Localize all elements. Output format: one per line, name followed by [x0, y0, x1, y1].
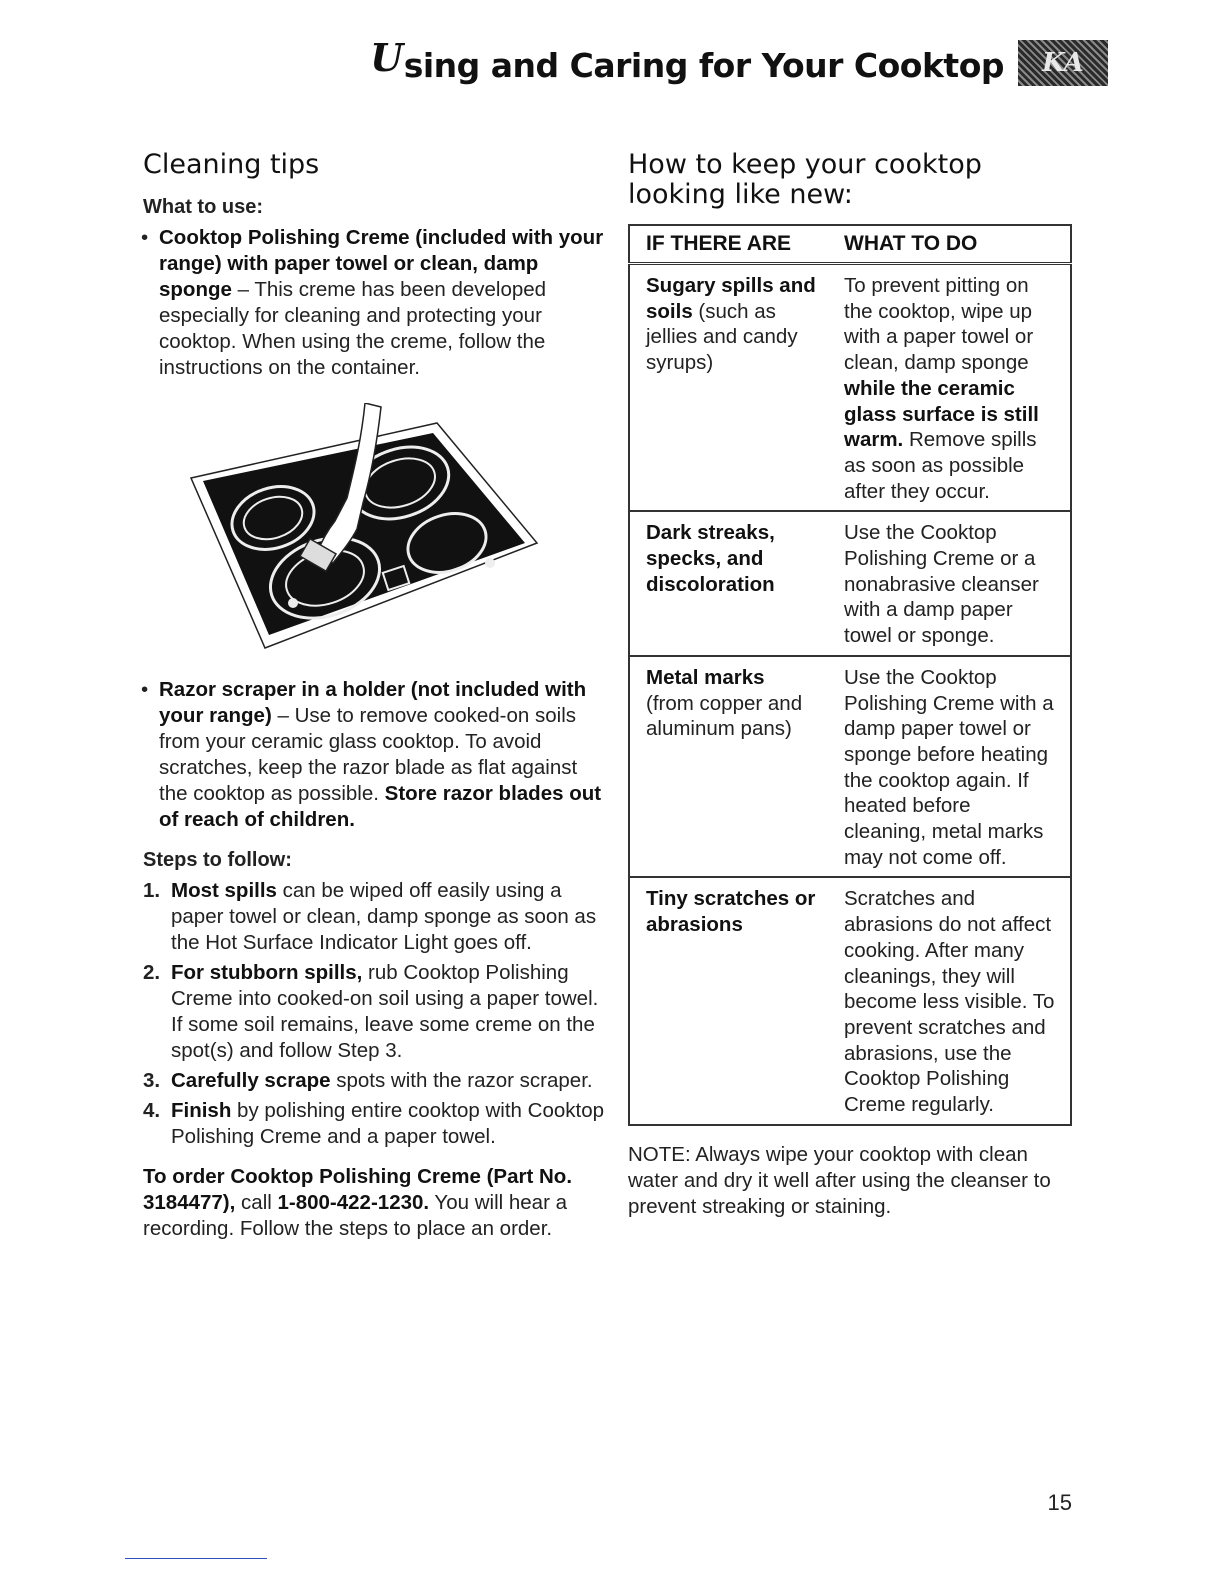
cooktop-cleaning-illustration: [185, 403, 555, 663]
bullet-polishing-creme: • Cooktop Polishing Creme (included with your range) with paper towel or clean, damp sponge – This creme has been developed especially for cleaning and protecting your cooktop. When using the creme, follow the instructions on the container.: [143, 225, 608, 381]
action-cell: Use the Cooktop Polishing Creme or a nonabrasive cleanser with a damp paper towel or sponge.: [828, 511, 1071, 656]
care-heading: How to keep your cooktop looking like new:: [628, 149, 982, 210]
column-header-action: WHAT TO DO: [828, 225, 1071, 264]
cleaning-tips-heading: Cleaning tips: [143, 149, 320, 180]
table-row: [629, 511, 1071, 656]
page-header: [370, 28, 1108, 98]
table-row: [629, 656, 1071, 878]
table-row: [629, 264, 1071, 512]
what-to-use-heading: What to use:: [143, 196, 263, 218]
table-header-row: [629, 225, 1071, 264]
action-cell: Scratches and abrasions do not affect cooking. After many cleanings, they will become less visible. To prevent scratches and abrasions, use the Cooktop Polishing Creme regularly.: [828, 877, 1071, 1124]
brand-logo: KA: [1018, 40, 1108, 86]
cleaning-note: NOTE: Always wipe your cooktop with clean water and dry it well after using the cleanser to prevent streaking or staining.: [628, 1142, 1051, 1218]
condition-cell: Dark streaks, specks, and discoloration: [629, 511, 828, 656]
cleaning-tips-column: [143, 150, 608, 1242]
condition-cell: Sugary spills and soils (such as jellies and candy syrups): [629, 264, 828, 512]
condition-cell: Metal marks (from copper and aluminum pans): [629, 656, 828, 878]
table-row: [629, 877, 1071, 1124]
step-item: 4. Finish by polishing entire cooktop with Cooktop Polishing Creme and a paper towel.: [143, 1099, 604, 1148]
footer-divider: [125, 1558, 267, 1559]
steps-list: [143, 878, 608, 1150]
action-cell: Use the Cooktop Polishing Creme with a damp paper towel or sponge before heating the cooktop again. If heated before cleaning, metal marks may not come off.: [828, 656, 1071, 878]
page-title: Using and Caring for Your Cooktop: [370, 34, 1004, 85]
action-cell: To prevent pitting on the cooktop, wipe up with a paper towel or clean, damp sponge while the ceramic glass surface is still warm. Remove spills as soon as possible after they occur.: [828, 264, 1071, 512]
page-number: 15: [1047, 1490, 1072, 1515]
step-item: 2. For stubborn spills, rub Cooktop Polishing Creme into cooked-on soil using a paper towel. If some soil remains, leave some creme on the spot(s) and follow Step 3.: [143, 961, 599, 1062]
step-item: 1. Most spills can be wiped off easily using a paper towel or clean, damp sponge as soon as the Hot Surface Indicator Light goes off.: [143, 879, 597, 954]
condition-cell: Tiny scratches or abrasions: [629, 877, 828, 1124]
care-table: [628, 224, 1072, 1126]
step-item: 3. Carefully scrape spots with the razor scraper.: [143, 1069, 593, 1092]
care-table-column: [628, 150, 1072, 1220]
order-info: To order Cooktop Polishing Creme (Part No. 3184477), call 1-800-422-1230. You will hear a recording. Follow the steps to place an order.: [143, 1165, 573, 1240]
column-header-condition: IF THERE ARE: [629, 225, 828, 264]
steps-heading: Steps to follow:: [143, 849, 292, 871]
bullet-razor-scraper: • Razor scraper in a holder (not included with your range) – Use to remove cooked-on soils from your ceramic glass cooktop. To avoid scratches, keep the razor blade as flat against the cooktop as possible. Store razor blades out of reach of children.: [143, 677, 608, 833]
